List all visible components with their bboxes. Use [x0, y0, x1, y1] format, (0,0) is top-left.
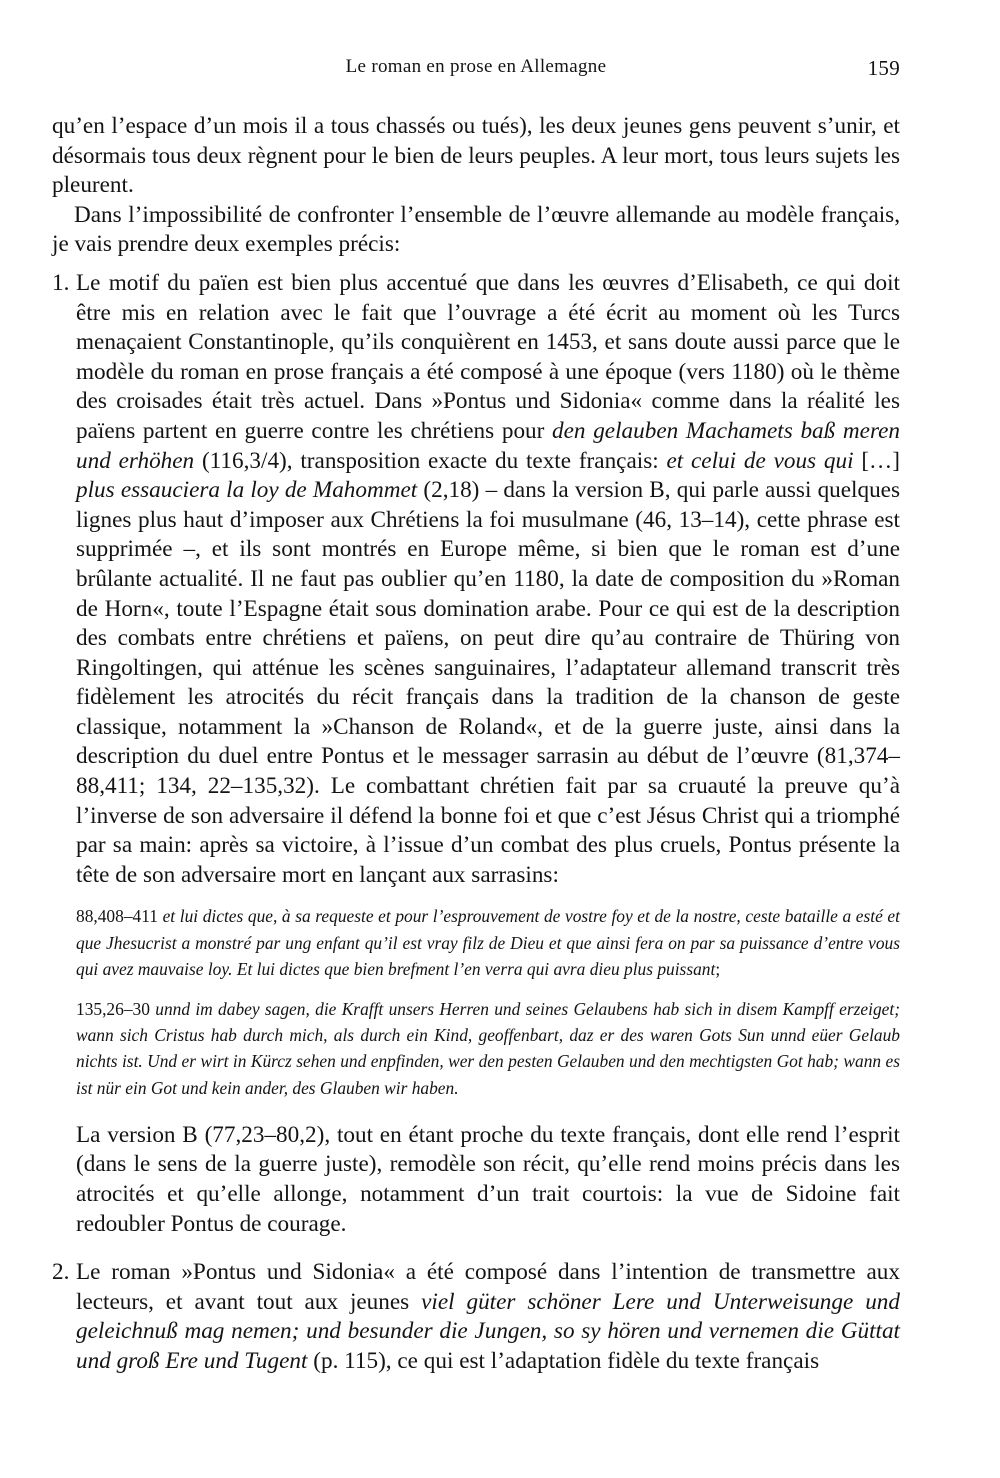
paragraph-continuation: qu’en l’espace d’un mois il a tous chassés ou tués), les deux jeunes gens peuvent s’unir, et désormais tous deux règnent pour le bien de leurs peuples. A leur mort, tous leurs sujets les pleurent.: [52, 113, 900, 199]
paragraph-intro: Dans l’impossibilité de confronter l’ensemble de l’œuvre allemande au modèle français, je vais prendre deux exemples précis:: [52, 201, 900, 258]
list-number: 1.: [52, 269, 70, 296]
text-run: (116,3/4), transposition exacte du texte français:: [194, 447, 667, 474]
page-number: 159: [867, 56, 900, 80]
quote-reference: 88,408–411: [76, 906, 158, 927]
quote-text: unnd im dabey sagen, die Krafft unsers Herren und seines Gelaubens hab sich in disem Kampff erzeiget; wann sich Cristus hab durch mich, als durch ein Kind, geoffenbart, daz er des waren Gots Sun unnd eüer Gelaub nichts ist. Und er wirt in Kürcz sehen und enpfinden, wer den pesten Gelauben und den mechtigsten Got hab; wann es ist nür ein Got und kein ander, des Glauben wir haben.: [76, 999, 900, 1098]
list-item-2: [52, 1258, 900, 1376]
page-header: [52, 56, 900, 90]
text-run: (p. 115), ce qui est l’adaptation fidèle du texte français: [307, 1348, 820, 1375]
italic-citation: den gelauben Machamets baß meren und erhöhen: [76, 417, 900, 474]
list-item-text: [76, 1258, 900, 1376]
quote-text: et lui dictes que, à sa requeste et pour l’esprouvement de vostre foy et de la nostre, ceste bataille a esté et que Jhesucrist a monstré par ung enfant qu’il est vray filz de Dieu et que ainsi fera on par sa puissance d’entre vous qui avez mauvaise loy. Et lui dictes que bien brefment l’en verra qui avra dieu plus puissant: [76, 906, 900, 979]
quote-punctuation: ;: [715, 958, 721, 979]
list-item-text: [76, 269, 900, 890]
block-quote-1: [76, 903, 900, 982]
quote-reference: 135,26–30: [76, 999, 150, 1020]
italic-citation: et celui de vous qui: [666, 447, 854, 474]
text-run: (2,18) – dans la version B, qui parle aussi quelques lignes plus haut d’imposer aux Chrétiens la foi musulmane (46, 13–14), cette phrase est supprimée –, et ils sont montrés en Europe même, si bien que le roman est d’une brûlante actualité. Il ne faut pas oublier qu’en 1180, la date de composition du »Roman de Horn«, toute l’Espagne était sous domination arabe. Pour ce qui est de la description des combats entre chrétiens et païens, on peut dire qu’au contraire de Thüring von Ringoltingen, qui atténue les scènes sanguinaires, l’adaptateur allemand transcrit très fidèlement les atrocités du récit français dans la tradition de la chanson de geste classique, notamment la »Chanson de Roland«, et de la guerre juste, ainsi dans la description du duel entre Pontus et le messager sarrasin au début de l’œuvre (81,374–88,411; 134, 22–135,32). Le combattant chrétien fait par sa cruauté la preuve qu’à l’inverse de son adversaire il défend la bonne foi et que c’est Jésus Christ qui a triomphé par sa main: après sa victoire, à l’issue d’un combat des plus cruels, Pontus présente la tête de son adversaire mort en lançant aux sarrasins:: [76, 477, 900, 888]
italic-citation: plus essauciera la loy de Mahommet: [76, 477, 418, 504]
text-run: Le motif du païen est bien plus accentué que dans les œuvres d’Elisabeth, ce qui doit être mis en relation avec le fait que l’ouvrage a été écrit au moment où les Turcs menaçaient Constantinople, qu’ils conquièrent en 1453, et sans doute aussi parce que le modèle du roman en prose français a été composé à une époque (vers 1180) où le thème des croisades était très actuel. Dans »Pontus und Sidonia« comme dans la réalité les païens partent en guerre contre les chrétiens pour: [76, 269, 900, 444]
paragraph-version-b: La version B (77,23–80,2), tout en étant proche du texte français, dont elle rend l’esprit (dans le sens de la guerre juste), remodèle son récit, qu’elle rend moins précis dans les atrocités et qu’elle allonge, notamment d’un trait courtois: la vue de Sidoine fait redoubler Pontus de courage.: [76, 1121, 900, 1237]
list-item-1: [52, 269, 900, 890]
running-title: Le roman en prose en Allemagne: [345, 56, 607, 77]
text-run: Le roman »Pontus und Sidonia« a été composé dans l’intention de transmettre aux lecteurs, et avant tout aux jeunes: [76, 1259, 900, 1315]
italic-citation: viel güter schöner Lere und Unterweisunge und geleichnuß mag nemen; und besunder die Jungen, so sy hören und vernemen die Güttat und groß Ere und Tugent: [76, 1288, 900, 1375]
list-number: 2.: [52, 1259, 70, 1286]
block-quote-2: [76, 996, 900, 1101]
text-run: […]: [853, 447, 900, 474]
body-text: [52, 112, 900, 1377]
